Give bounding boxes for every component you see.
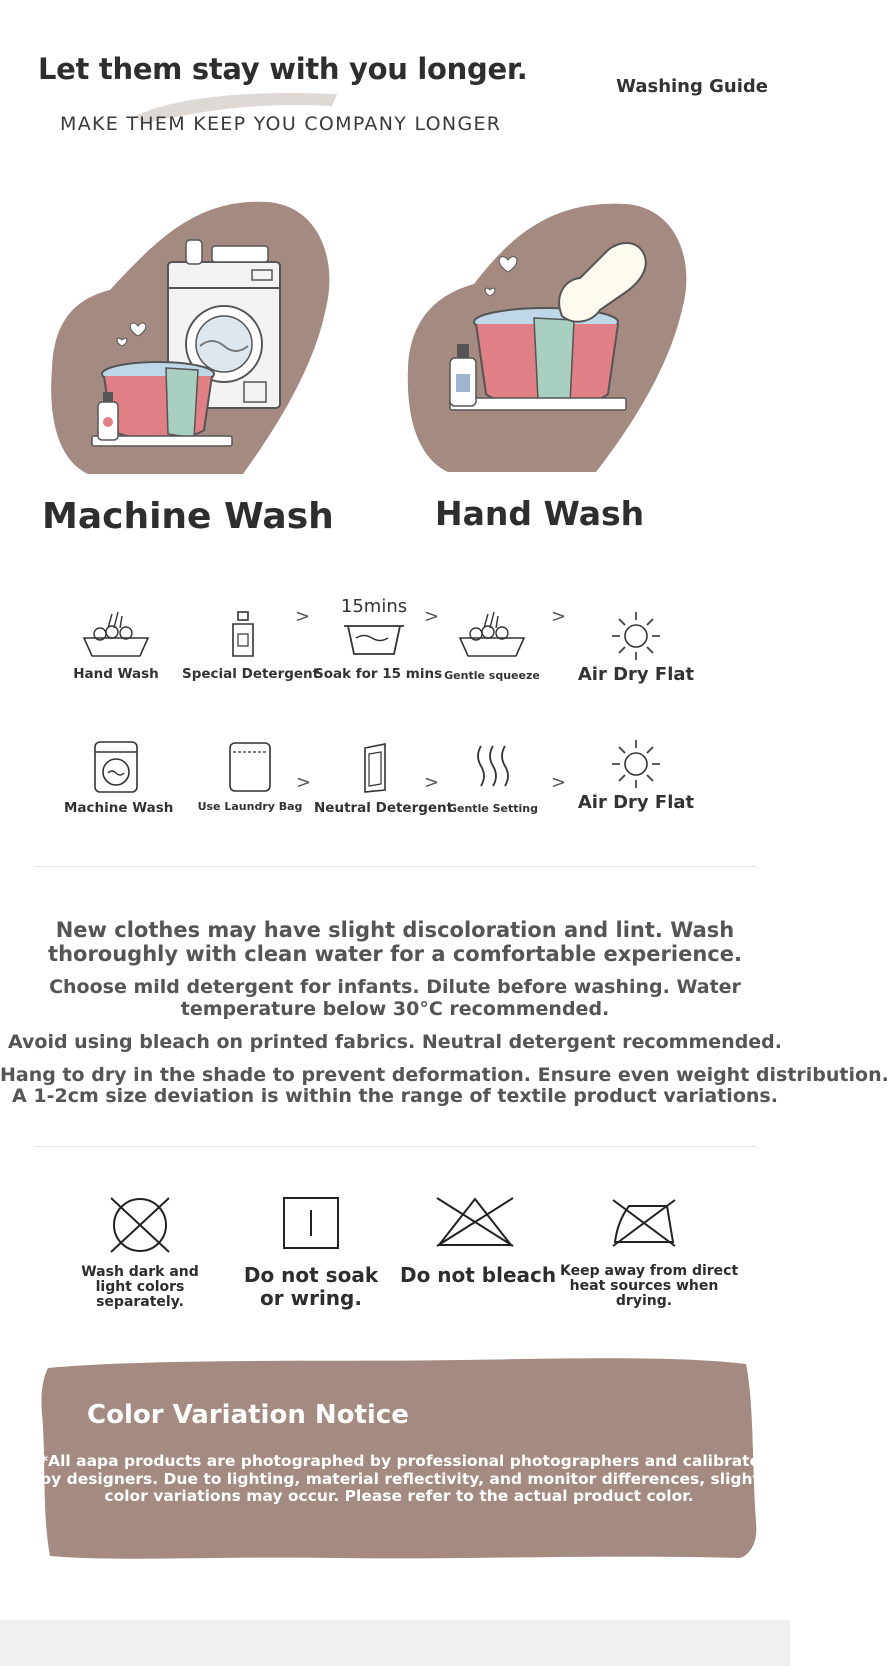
care-note-line: Choose mild detergent for infants. Dilute before washing. Water — [49, 976, 741, 998]
step-label: Air Dry Flat — [577, 792, 695, 813]
machine-step-neutral-detergent — [314, 740, 454, 816]
warning-label: light colors — [95, 1279, 185, 1295]
step-label: Use Laundry Bag — [197, 800, 303, 813]
notice-text — [40, 1452, 772, 1506]
laundry-bag-icon — [227, 740, 273, 794]
notice-line: *All aapa products are photographed by professional photographers and calibrated — [40, 1452, 772, 1470]
care-note-line: Avoid using bleach on printed fabrics. Neutral detergent recommended. — [7, 1031, 782, 1053]
hand-step-soak — [314, 596, 443, 682]
care-note-line: thoroughly with clean water for a comfortable experience. — [48, 942, 742, 966]
machine-step-gentle-setting — [446, 742, 540, 815]
washing-machine-icon — [93, 740, 139, 794]
care-note-line: temperature below 30°C recommended. — [180, 998, 610, 1020]
warning-label: drying. — [615, 1293, 673, 1309]
step-arrow-icon: > — [296, 772, 312, 793]
warning-no-soak — [236, 1196, 386, 1310]
hand-wash-basin-icon — [454, 608, 530, 660]
notice-line: by designers. Due to lighting, material reflectivity, and monitor differences, slight — [40, 1469, 760, 1488]
warning-label: Keep away from direct — [560, 1263, 739, 1279]
warning-label: or wring. — [260, 1286, 362, 1310]
sun-icon — [610, 610, 662, 662]
care-note-line: A 1-2cm size deviation is within the range of textile product variations. — [12, 1085, 778, 1107]
notice-line: color variations may occur. Please refer to the actual product color. — [104, 1487, 694, 1505]
hand-step-special-detergent — [182, 608, 320, 682]
detergent-box-icon — [359, 740, 391, 794]
step-label: Special Detergent — [182, 666, 320, 682]
soak-tub-icon — [340, 620, 408, 660]
section-divider — [34, 866, 756, 867]
hand-wash-basin-icon — [78, 608, 154, 660]
no-wring-square-icon — [282, 1196, 340, 1250]
step-label: Gentle squeeze — [444, 669, 540, 682]
step-label: Hand Wash — [73, 666, 159, 682]
care-note-line: Hang to dry in the shade to prevent deformation. Ensure even weight distribution. — [0, 1064, 889, 1086]
step-label: Gentle Setting — [447, 802, 538, 815]
page-title: Let them stay with you longer. — [38, 52, 528, 86]
no-wash-circle-icon — [105, 1196, 175, 1254]
page-subtitle: MAKE THEM KEEP YOU COMPANY LONGER — [60, 113, 502, 135]
washing-guide-label: Washing Guide — [616, 76, 768, 97]
step-arrow-icon: > — [424, 606, 440, 627]
hand-step-air-dry-flat — [572, 610, 700, 685]
hand-step-gentle-squeeze — [444, 608, 540, 682]
sun-icon — [610, 738, 662, 790]
machine-step-laundry-bag — [190, 740, 310, 813]
notice-title: Color Variation Notice — [87, 1400, 409, 1430]
warning-label: Do not soak — [243, 1263, 379, 1287]
warning-no-bleach — [400, 1196, 557, 1287]
step-label: Neutral Detergent — [314, 800, 454, 816]
machine-wash-illustration — [48, 198, 333, 476]
care-note-line: New clothes may have slight discoloration and lint. Wash — [55, 918, 735, 942]
no-iron-icon — [609, 1196, 679, 1248]
machine-step-air-dry-flat — [572, 738, 700, 813]
gentle-wave-icon — [473, 742, 513, 792]
hand-step-hand-wash — [64, 608, 168, 682]
warning-label: heat sources when — [569, 1278, 719, 1294]
hand-wash-illustration — [404, 198, 689, 476]
step-arrow-icon: > — [424, 772, 440, 793]
warning-wash-separately — [80, 1196, 200, 1310]
soak-time-badge: 15mins — [340, 596, 408, 617]
detergent-bottle-icon — [223, 608, 263, 660]
page-footer-band — [0, 1620, 790, 1666]
step-arrow-icon: > — [551, 606, 567, 627]
warning-label: Do not bleach — [400, 1263, 557, 1287]
machine-wash-heading: Machine Wash — [42, 496, 334, 537]
warning-keep-away-heat — [560, 1196, 739, 1309]
step-label: Soak for 15 mins — [314, 666, 443, 682]
warning-label: separately. — [96, 1294, 184, 1310]
warning-label: Wash dark and — [81, 1264, 199, 1280]
hand-wash-heading: Hand Wash — [435, 494, 645, 533]
machine-step-machine-wash — [64, 740, 174, 816]
step-label: Air Dry Flat — [577, 664, 695, 685]
no-bleach-triangle-icon — [435, 1196, 515, 1248]
step-arrow-icon: > — [551, 772, 567, 793]
step-label: Machine Wash — [64, 800, 174, 816]
step-arrow-icon: > — [295, 606, 311, 627]
section-divider — [34, 1146, 756, 1147]
